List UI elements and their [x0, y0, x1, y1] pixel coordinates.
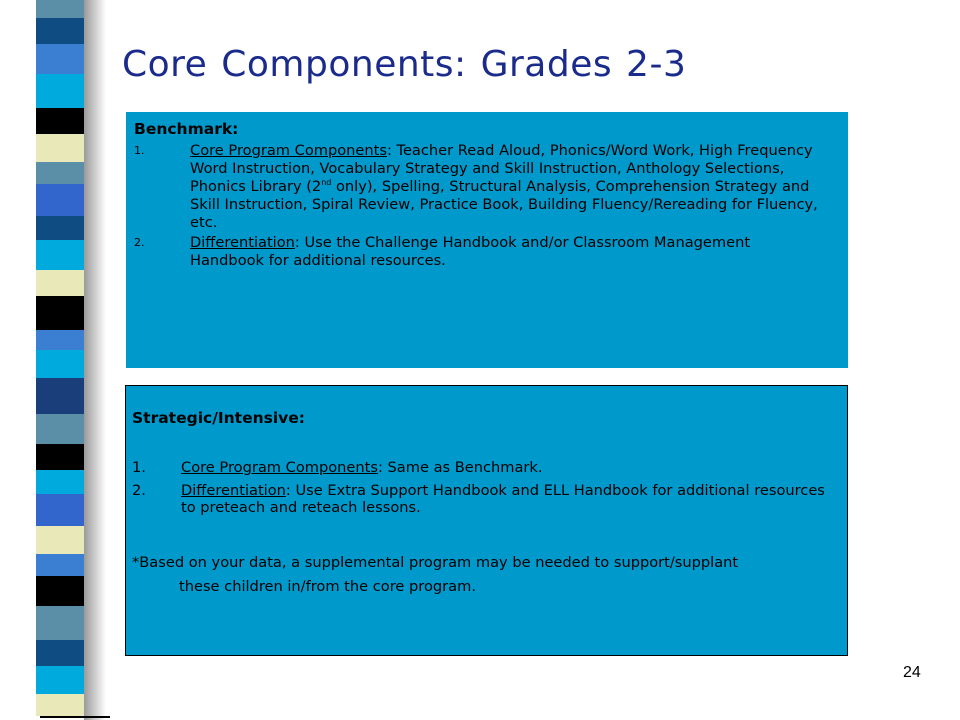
item-text: : Teacher Read Aloud, Phonics/Word Work, High Frequency Word Instruction, Vocabulary Strategy and Skill Instruction, Anthology Selections, Phonics Library (2 — [190, 142, 813, 195]
list-number: 1. — [132, 459, 146, 476]
page-number: 24 — [903, 664, 921, 681]
list-number: 2. — [134, 236, 145, 249]
strip-band — [36, 444, 84, 470]
ordinal-superscript: nd — [321, 178, 332, 188]
strip-band — [36, 640, 84, 666]
strip-band — [36, 216, 84, 240]
strategic-list — [132, 459, 832, 516]
strategic-item-differentiation — [132, 482, 832, 516]
strip-band — [36, 240, 84, 270]
benchmark-heading: Benchmark: — [134, 120, 239, 138]
strip-band — [36, 184, 84, 216]
strip-band — [36, 108, 84, 134]
strip-band — [36, 18, 84, 44]
strategic-heading: Strategic/Intensive: — [132, 409, 305, 427]
strip-band — [36, 134, 84, 162]
item-label: Core Program Components — [190, 142, 387, 159]
strip-band — [36, 666, 84, 694]
strip-band — [36, 330, 84, 350]
strip-band — [36, 414, 84, 444]
strategic-intensive-box — [125, 385, 848, 656]
strategic-item-core-program — [132, 459, 832, 476]
supplemental-note — [132, 553, 832, 597]
strip-band — [36, 162, 84, 184]
strip-band — [36, 494, 84, 526]
strip-band — [36, 470, 84, 494]
strip-band — [36, 694, 84, 716]
list-item-text — [190, 142, 824, 232]
item-text: : Same as Benchmark. — [377, 459, 543, 476]
note-line-2: these children in/from the core program. — [179, 578, 476, 595]
strip-band — [36, 0, 84, 18]
benchmark-list — [134, 142, 824, 270]
strip-band — [36, 74, 84, 108]
benchmark-item-differentiation — [134, 234, 824, 270]
strip-band — [36, 526, 84, 554]
strip-band — [36, 378, 84, 414]
item-label: Differentiation — [181, 482, 286, 499]
bottom-divider — [40, 716, 110, 718]
slide-title: Core Components: Grades 2-3 — [122, 44, 687, 85]
strip-shadow — [84, 0, 106, 720]
strip-band — [36, 554, 84, 576]
strip-band — [36, 270, 84, 296]
item-text: : Use the Challenge Handbook and/or Classroom Management Handbook for additional resources. — [190, 234, 751, 269]
list-item-text — [190, 234, 824, 270]
strip-band — [36, 606, 84, 640]
benchmark-box — [126, 112, 848, 368]
item-label: Differentiation — [190, 234, 295, 251]
benchmark-item-core-program — [134, 142, 824, 232]
strip-band — [36, 350, 84, 378]
item-text-continued: only), Spelling, Structural Analysis, Comprehension Strategy and Skill Instruction, Spiral Review, Practice Book, Building Fluency/Rereading for Fluency, etc. — [190, 178, 818, 231]
list-number: 2. — [132, 482, 146, 499]
list-item-text — [181, 482, 832, 516]
strip-band — [36, 44, 84, 74]
list-number: 1. — [134, 144, 145, 157]
item-label: Core Program Components — [181, 459, 378, 476]
note-line-1: *Based on your data, a supplemental program may be needed to support/supplant — [132, 554, 739, 571]
strip-band — [36, 296, 84, 330]
item-text: : Use Extra Support Handbook and ELL Handbook for additional resources to preteach and reteach lessons. — [181, 482, 825, 516]
decorative-side-strip — [0, 0, 84, 720]
list-item-text — [181, 459, 832, 476]
strip-band — [36, 576, 84, 606]
